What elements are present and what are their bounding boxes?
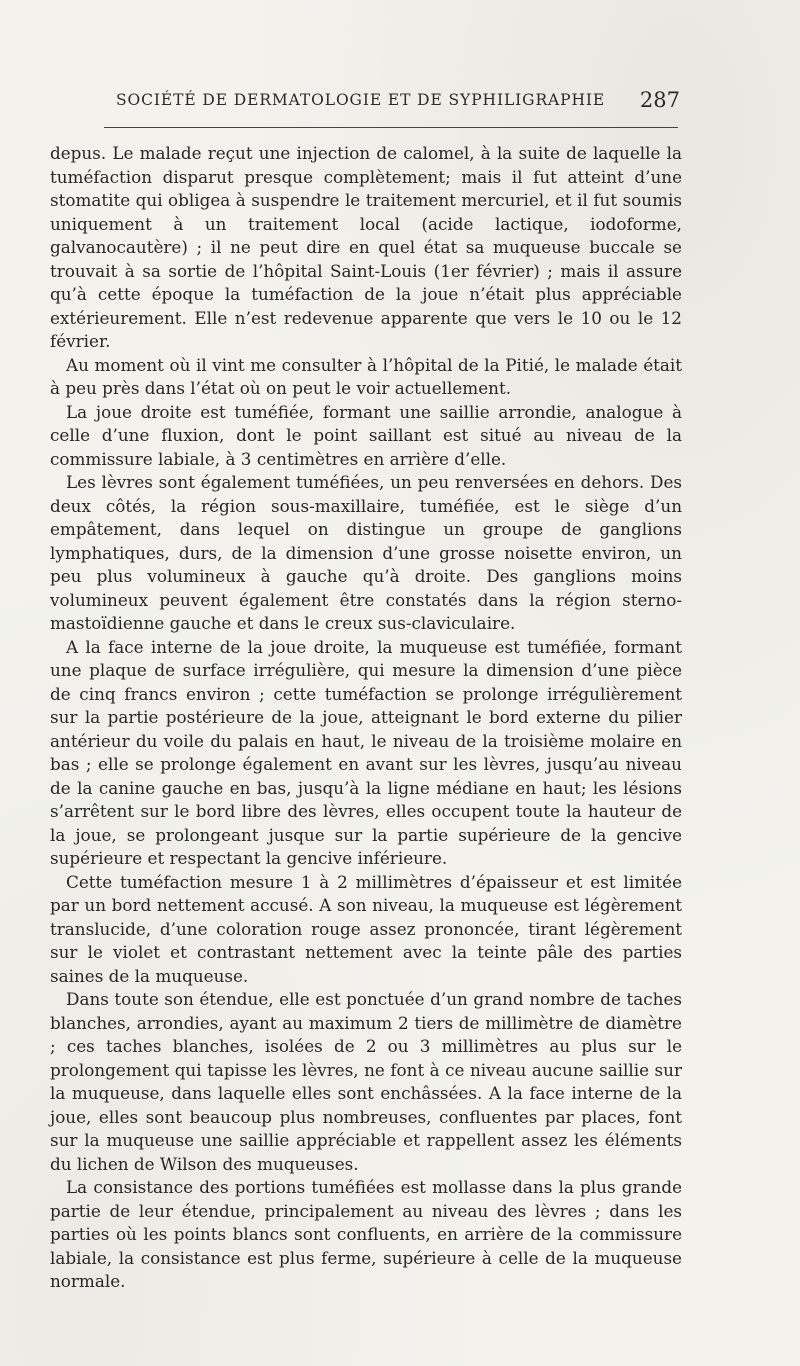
paragraph: La joue droite est tuméfiée, formant une saillie arrondie, analogue à celle d’une fluxion, dont le point saillant est situé au niveau de la commissure labiale, à 3 centimètres en arrière d’elle. [50,401,682,469]
paragraph: Dans toute son étendue, elle est ponctuée d’un grand nombre de taches blanches, arrondies, ayant au maximum 2 tiers de millimètre de diamètre ; ces taches blanches, isolées de 2 ou 3 millimètres au plus sur le prolongement qui tapisse les lèvres, ne font à ce niveau aucune saillie sur la muqueuse, dans laquelle elles sont enchâssées. A la face interne de la joue, elles sont beaucoup plus nombreuses, confluentes par places, font sur la muqueuse une saillie appréciable et rappellent assez les éléments du lichen de Wilson des muqueuses. [50,989,682,1174]
paragraph: Au moment où il vint me consulter à l’hôpital de la Pitié, le malade était à peu près dans l’état où on peut le voir actuellement. [50,354,682,398]
paragraph: Cette tuméfaction mesure 1 à 2 millimètres d’épaisseur et est limitée par un bord nettement accusé. A son niveau, la muqueuse est légèrement translucide, d’une coloration rouge assez prononcée, tirant légèrement sur le violet et contrastant nettement avec la teinte pâle des parties saines de la muqueuse. [50,871,682,986]
paragraph: La consistance des portions tuméfiées est mollasse dans la plus grande partie de leur étendue, principalement au niveau des lèvres ; dans les parties où les points blancs sont confluents, en arrière de la commissure labiale, la consistance est plus ferme, supérieure à celle de la muqueuse normale. [50,1177,682,1291]
page-number: 287 [639,88,680,112]
running-title: SOCIÉTÉ DE DERMATOLOGIE ET DE SYPHILIGRAPHIE [116,91,606,109]
running-head [108,88,682,118]
paragraph: Les lèvres sont également tuméfiées, un peu renversées en dehors. Des deux côtés, la région sous-maxillaire, tuméfiée, est le siège d’un empâtement, dans lequel on distingue un groupe de ganglions lymphatiques, durs, de la dimension d’une grosse noisette environ, un peu plus volumineux à gauche qu’à droite. Des ganglions moins volumineux peuvent également être constatés dans la région sterno-mastoïdienne gauche et dans le creux sus-claviculaire. [50,472,682,633]
paragraph: A la face interne de la joue droite, la muqueuse est tuméfiée, formant une plaque de surface irrégulière, qui mesure la dimension d’une pièce de cinq francs environ ; cette tuméfaction se prolonge irrégulièrement sur la partie postérieure de la joue, atteignant le bord externe du pilier antérieur du voile du palais en haut, le niveau de la troisième molaire en bas ; elle se prolonge également en avant sur les lèvres, jusqu’au niveau de la canine gauche en bas, jusqu’à la ligne médiane en haut; les lésions s’arrêtent sur le bord libre des lèvres, elles occupent toute la hauteur de la joue, se prolongeant jusque sur la partie supérieure de la gencive supérieure et respectant la gencive inférieure. [50,636,682,868]
body-text [50,142,682,1294]
paragraph-continuation: depus. Le malade reçut une injection de calomel, à la suite de laquelle la tuméfaction disparut presque complètement; mais il fut atteint d’une stomatite qui obligea à suspendre le traitement mercuriel, et il fut soumis uniquement à un traitement local (acide lactique, iodoforme, galvanocautère) ; il ne peut dire en quel état sa muqueuse buccale se trouvait à sa sortie de l’hôpital Saint-Louis (1er février) ; mais il assure qu’à cette époque la tuméfaction de la joue n’était plus appréciable extérieurement. Elle n’est redevenue apparente que vers le 10 ou le 12 février. [50,143,682,351]
header-rule [104,127,678,128]
